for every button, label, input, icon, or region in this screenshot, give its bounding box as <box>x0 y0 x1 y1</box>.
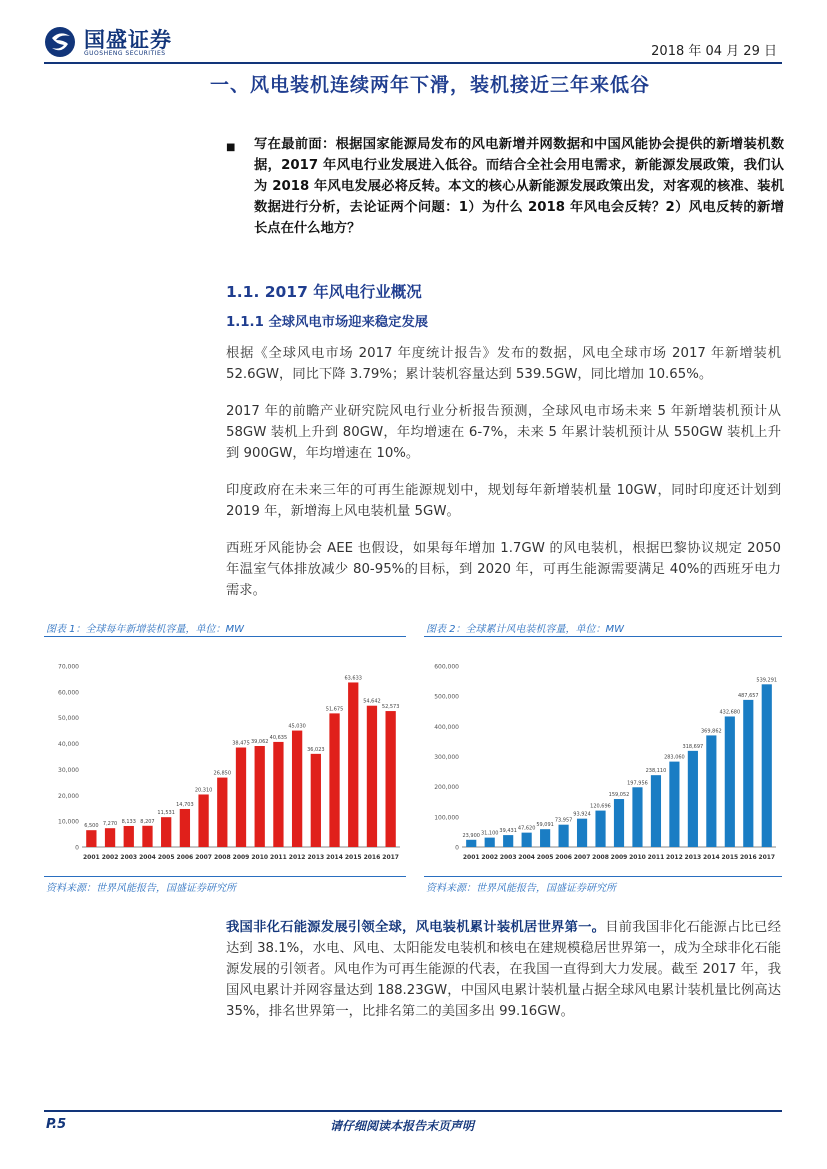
bar-2014 <box>706 735 716 847</box>
bar-2004 <box>522 833 532 847</box>
bar-value-label: 45,030 <box>288 723 306 730</box>
bar-2013 <box>688 751 698 847</box>
bar-2001 <box>86 830 96 847</box>
bar-2005 <box>540 829 550 847</box>
x-tick-label: 2016 <box>739 854 757 861</box>
intro-text: 写在最前面：根据国家能源局发布的风电新增并网数据和中国风能协会提供的新增装机数据，2017 年风电行业发展进入低谷。而结合全社会用电需求，新能源发展政策，我们认为 2018 年风电发展必将反转。本文的核心从新能源发展政策出发，对客观的核准、装机数据进行分析，去论证两个问题：1）为什么 2018 年风电会反转？2）风电反转的新增长点在什么地方？ <box>254 137 784 236</box>
bullet-icon: ■ <box>226 142 236 153</box>
bar-2008 <box>217 778 227 847</box>
figure-1-label: 图表 1：全球每年新增装机容量，单位：MW <box>46 624 245 635</box>
bar-2015 <box>348 682 358 847</box>
y-tick-label: 20,000 <box>58 792 79 800</box>
bar-2002 <box>485 838 495 847</box>
bar-value-label: 487,657 <box>737 692 759 699</box>
x-tick-label: 2014 <box>326 854 343 861</box>
bar-2017 <box>386 711 396 847</box>
brand-logo-icon <box>44 26 80 58</box>
bar-2007 <box>198 794 208 847</box>
paragraph-3: 印度政府在未来三年的可再生能源规划中，规划每年新增装机量 10GW，同时印度还计划到 2019 年，新增海上风电装机量 5GW。 <box>226 483 781 519</box>
summary-text: 目前我国非化石能源占比已经达到 38.1%，水电、风电、太阳能发电装机和核电在建规模稳居世界第一，成为全球非化石能源发展的引领者。风电作为可再生能源的代表，在我国一直得到大力发展。截至 2017 年，我国风电累计并网容量达到 188.23GW，中国风电累计装机量占据全球风电累计装机量比例高达 35%，排名世界第一，比排名第二的美国多出 99.16GW。 <box>226 920 782 1019</box>
x-tick-label: 2017 <box>758 854 776 861</box>
x-tick-label: 2017 <box>382 854 399 861</box>
bar-value-label: 38,475 <box>232 740 250 747</box>
x-tick-label: 2004 <box>518 854 535 861</box>
figure-2-source: 资料来源：世界风能报告，国盛证券研究所 <box>426 883 616 894</box>
x-tick-label: 2012 <box>288 854 306 861</box>
brand-subtitle: GUOSHENG SECURITIES <box>84 50 166 57</box>
bar-2012 <box>292 731 302 847</box>
bar-2016 <box>743 700 753 847</box>
bar-value-label: 283,060 <box>664 754 685 761</box>
x-tick-label: 2005 <box>536 854 554 861</box>
x-tick-label: 2002 <box>101 854 119 861</box>
x-tick-label: 2008 <box>592 854 609 861</box>
bar-2014 <box>329 713 339 847</box>
bar-value-label: 40,635 <box>269 734 288 741</box>
y-tick-label: 70,000 <box>58 663 79 671</box>
brand-name: 国盛证券 <box>84 28 172 52</box>
x-tick-label: 2011 <box>270 854 287 861</box>
bar-2008 <box>595 811 605 847</box>
x-tick-label: 2007 <box>573 854 591 861</box>
bar-2006 <box>559 825 569 847</box>
y-tick-label: 30,000 <box>58 766 79 774</box>
x-tick-label: 2010 <box>629 854 646 861</box>
figure-1-bottom-rule <box>44 876 406 877</box>
x-tick-label: 2011 <box>647 854 665 861</box>
bar-value-label: 23,900 <box>462 832 480 839</box>
figure-2-bottom-rule <box>424 876 782 877</box>
page-number: P.5 <box>46 1117 67 1132</box>
y-tick-label: 400,000 <box>434 723 459 731</box>
bar-value-label: 51,675 <box>325 706 344 713</box>
x-tick-label: 2010 <box>251 854 269 861</box>
bar-value-label: 31,100 <box>480 830 499 837</box>
x-tick-label: 2003 <box>499 854 517 861</box>
x-tick-label: 2013 <box>307 854 325 861</box>
x-tick-label: 2016 <box>363 854 381 861</box>
footer-divider <box>44 1110 782 1112</box>
bar-2015 <box>725 716 735 847</box>
bar-value-label: 39,431 <box>499 828 517 835</box>
bar-2006 <box>180 809 190 847</box>
x-tick-label: 2002 <box>481 854 499 861</box>
x-tick-label: 2009 <box>232 854 250 861</box>
chart-annual-new-capacity <box>44 650 406 875</box>
x-tick-label: 2007 <box>195 854 212 861</box>
bar-value-label: 318,697 <box>682 743 704 750</box>
bar-2005 <box>161 817 171 847</box>
y-tick-label: 50,000 <box>58 715 79 723</box>
bar-2004 <box>142 826 152 847</box>
bar-2013 <box>311 754 321 847</box>
figure-2-rule <box>424 636 782 637</box>
x-tick-label: 2003 <box>120 854 138 861</box>
bar-2016 <box>367 706 377 847</box>
y-tick-label: 100,000 <box>434 814 459 822</box>
x-tick-label: 2013 <box>684 854 702 861</box>
bar-value-label: 26,850 <box>213 770 232 777</box>
bar-value-label: 52,573 <box>381 704 400 711</box>
header-divider <box>44 62 782 64</box>
figure-2-label: 图表 2：全球累计风电装机容量，单位：MW <box>426 624 625 635</box>
bar-2017 <box>762 684 772 847</box>
bar-2003 <box>124 826 134 847</box>
x-tick-label: 2001 <box>462 854 480 861</box>
section-title: 一、风电装机连续两年下滑，装机接近三年来低谷 <box>210 74 651 96</box>
disclaimer-note: 请仔细阅读本报告末页声明 <box>330 1119 475 1133</box>
bar-2010 <box>632 787 642 847</box>
bar-value-label: 54,642 <box>363 698 381 705</box>
x-tick-label: 2001 <box>83 854 100 861</box>
bar-value-label: 14,703 <box>176 801 194 808</box>
x-tick-label: 2005 <box>157 854 175 861</box>
bar-2010 <box>255 746 265 847</box>
bar-2009 <box>236 748 246 847</box>
figure-1-rule <box>44 636 406 637</box>
y-tick-label: 0 <box>455 844 459 852</box>
y-tick-label: 600,000 <box>434 663 459 671</box>
bar-value-label: 432,680 <box>719 709 741 716</box>
x-tick-label: 2015 <box>721 854 739 861</box>
bar-2002 <box>105 828 115 847</box>
x-tick-label: 2014 <box>703 854 720 861</box>
bar-value-label: 59,091 <box>536 822 554 829</box>
y-tick-label: 60,000 <box>58 689 79 697</box>
y-tick-label: 300,000 <box>434 754 459 761</box>
bar-value-label: 36,023 <box>307 746 325 753</box>
bar-value-label: 47,620 <box>517 825 536 832</box>
x-tick-label: 2004 <box>139 854 156 861</box>
bar-2009 <box>614 799 624 847</box>
bar-value-label: 11,531 <box>157 810 175 817</box>
bar-value-label: 20,310 <box>194 787 213 794</box>
report-date: 2018 年 04 月 29 日 <box>651 44 777 59</box>
bar-2011 <box>273 742 283 847</box>
bar-2001 <box>466 840 476 847</box>
paragraph-1: 根据《全球风电市场 2017 年度统计报告》发布的数据，风电全球市场 2017 年新增装机 52.6GW，同比下降 3.79%；累计装机容量达到 539.5GW，同比增加 10.65%。 <box>226 346 781 382</box>
x-tick-label: 2006 <box>176 854 194 861</box>
bar-value-label: 8,207 <box>140 818 155 825</box>
paragraph-4: 西班牙风能协会 AEE 也假设，如果每年增加 1.7GW 的风电装机，根据巴黎协议规定 2050 年温室气体排放减少 80-95%的目标，到 2020 年，可再生能源需要满足 40%的西班牙电力需求。 <box>226 541 781 598</box>
y-tick-label: 10,000 <box>58 818 79 826</box>
figure-1-source: 资料来源：世界风能报告，国盛证券研究所 <box>46 883 236 894</box>
bar-2012 <box>669 762 679 847</box>
y-tick-label: 500,000 <box>434 693 459 701</box>
bar-value-label: 63,633 <box>344 675 362 682</box>
chart-cumulative-capacity <box>424 650 782 875</box>
heading-2017-overview: 1.1. 2017 年风电行业概况 <box>226 283 422 301</box>
bar-value-label: 238,110 <box>645 768 667 775</box>
y-tick-label: 0 <box>75 844 79 852</box>
bar-2003 <box>503 835 513 847</box>
x-tick-label: 2015 <box>344 854 362 861</box>
summary-lead: 我国非化石能源发展引领全球，风电装机累计装机居世界第一。 <box>226 920 606 935</box>
bar-value-label: 120,696 <box>590 803 611 810</box>
bar-value-label: 6,500 <box>84 823 99 830</box>
y-tick-label: 40,000 <box>58 741 79 749</box>
y-tick-label: 200,000 <box>434 784 459 792</box>
heading-global-market: 1.1.1 全球风电市场迎来稳定发展 <box>226 315 429 330</box>
x-tick-label: 2006 <box>555 854 572 861</box>
bar-value-label: 197,956 <box>627 780 648 787</box>
bar-value-label: 7,270 <box>102 821 118 828</box>
x-tick-label: 2008 <box>213 854 231 861</box>
summary-paragraph <box>226 917 781 1022</box>
bar-value-label: 539,291 <box>756 677 778 684</box>
x-tick-label: 2009 <box>610 854 628 861</box>
bar-value-label: 39,062 <box>250 738 269 745</box>
bar-2011 <box>651 775 661 847</box>
bar-value-label: 159,052 <box>608 792 630 799</box>
bar-value-label: 8,133 <box>121 818 136 825</box>
bar-value-label: 73,957 <box>554 817 573 824</box>
bar-2007 <box>577 819 587 847</box>
bar-value-label: 93,924 <box>573 811 591 818</box>
bar-value-label: 369,862 <box>701 728 722 735</box>
x-tick-label: 2012 <box>666 854 683 861</box>
paragraph-2: 2017 年的前瞻产业研究院风电行业分析报告预测，全球风电市场未来 5 年新增装机预计从 58GW 装机上升到 80GW，年均增速在 6-7%，未来 5 年累计装机预计从 550GW 装机上升到 900GW，年均增速在 10%。 <box>226 404 781 461</box>
